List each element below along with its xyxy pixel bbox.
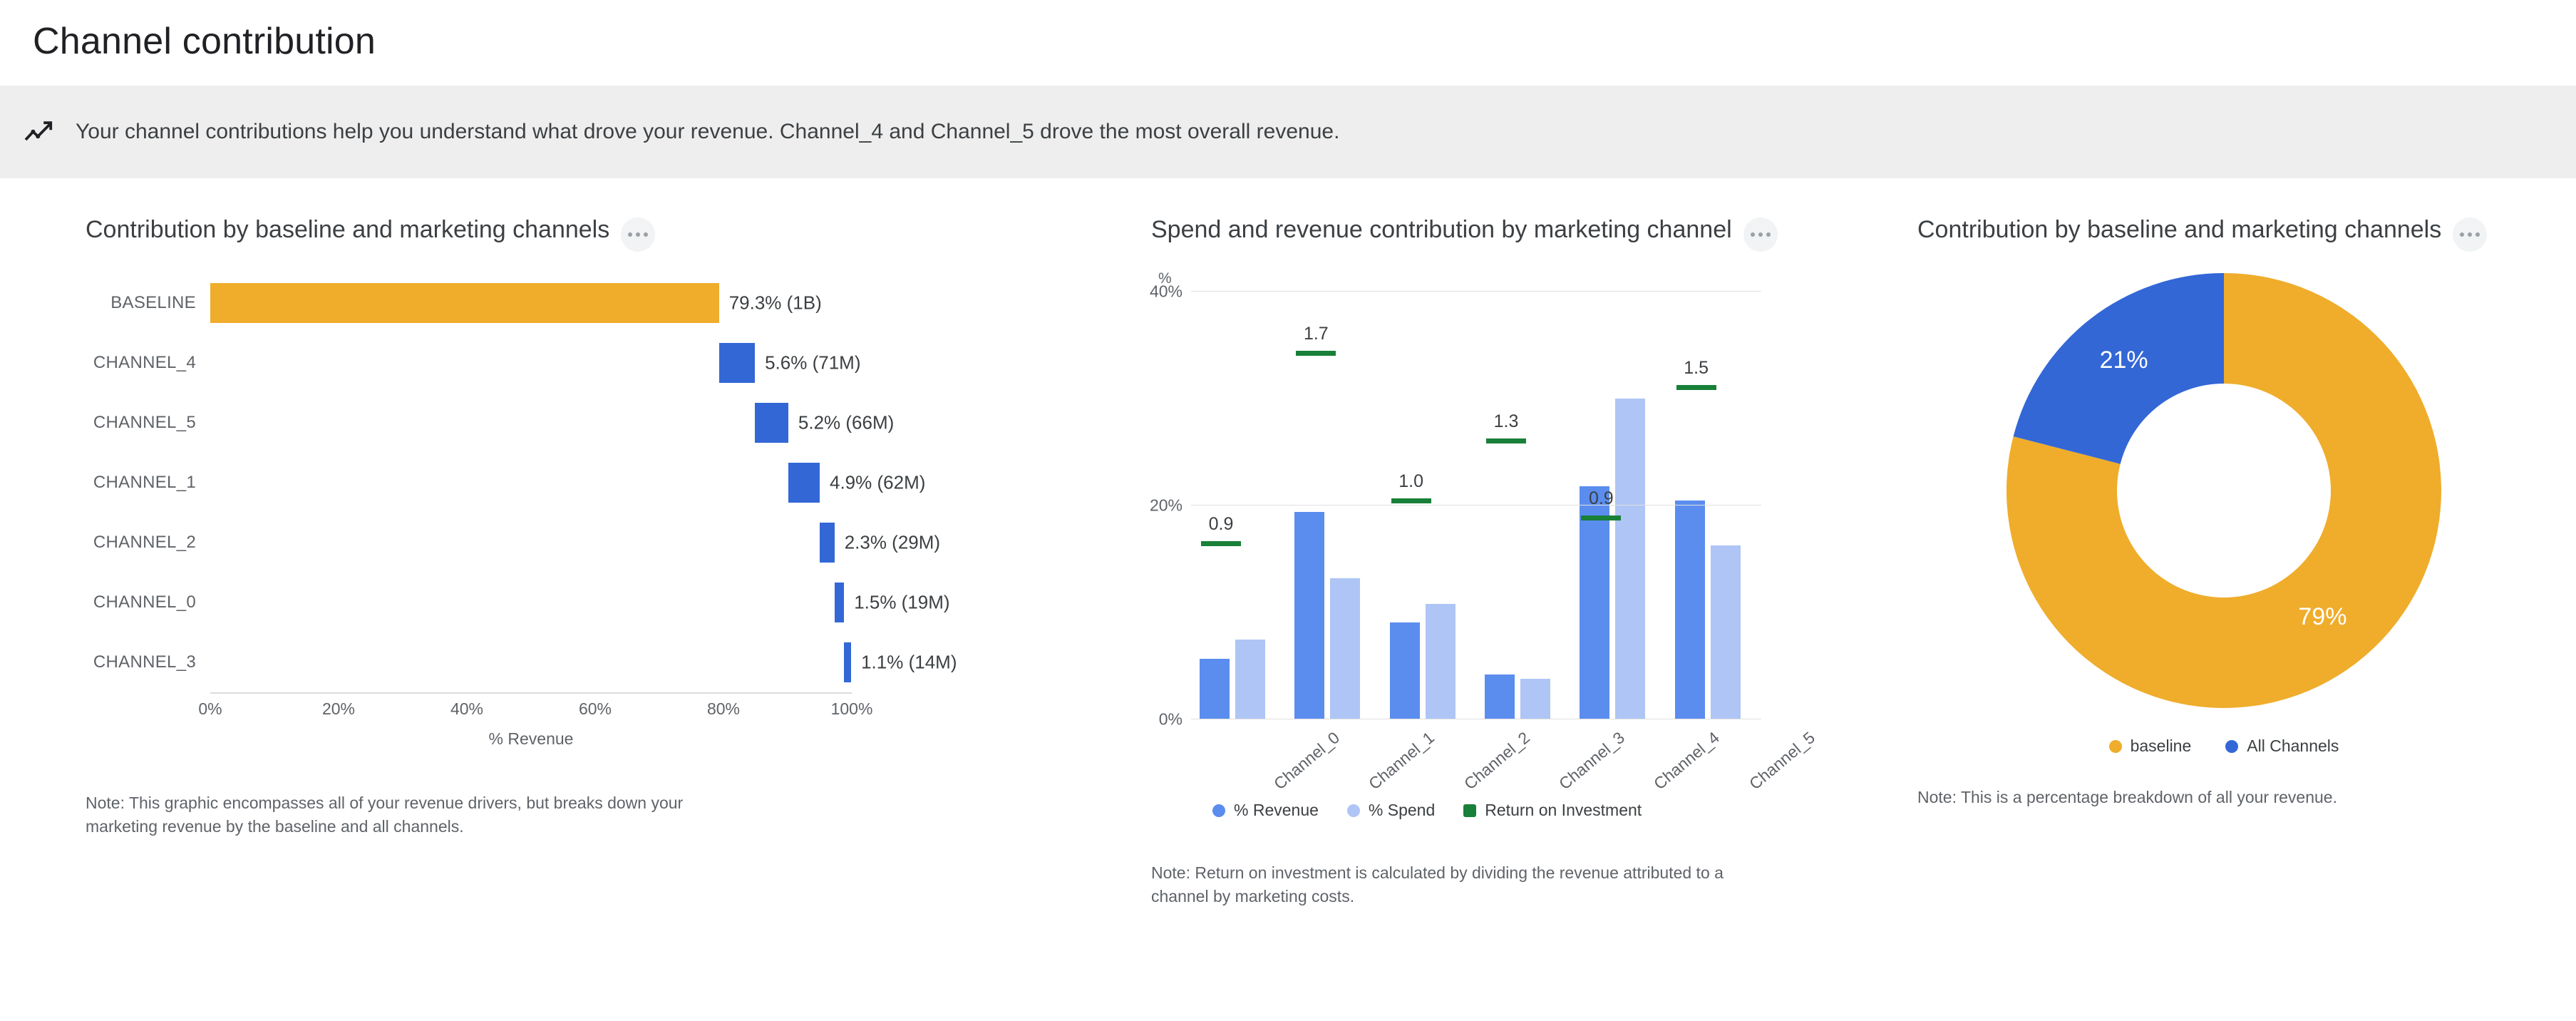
bar-revenue[interactable]: [1580, 486, 1609, 719]
waterfall-bar[interactable]: [820, 523, 835, 563]
x-axis-tick: Channel_3: [1555, 728, 1628, 794]
waterfall-track: [210, 632, 957, 692]
waterfall-x-tick: 0%: [198, 699, 222, 718]
page-title: Channel contribution: [33, 21, 376, 62]
legend-swatch-icon: [1212, 804, 1225, 817]
y-axis-tick: 40%: [1149, 282, 1183, 301]
waterfall-category-label: CHANNEL_2: [93, 533, 196, 552]
card-header: [1917, 217, 2576, 252]
card-title: Contribution by baseline and marketing channels: [86, 216, 610, 243]
waterfall-value-label: 79.3% (1B): [728, 292, 822, 314]
more-options-button[interactable]: [1743, 217, 1778, 252]
card-contribution-waterfall: [0, 217, 1119, 909]
x-axis-tick: Channel_1: [1365, 728, 1438, 794]
roi-marker[interactable]: [1581, 515, 1621, 520]
y-axis-tick: 20%: [1149, 496, 1183, 515]
grouped-bar-chart: [1151, 270, 1885, 820]
insight-banner: [0, 86, 2576, 178]
waterfall-value-label: 4.9% (62M): [830, 471, 926, 493]
roi-value-label: 1.0: [1398, 471, 1424, 491]
legend-item[interactable]: [1347, 801, 1435, 820]
x-axis-tick: Channel_0: [1270, 728, 1343, 794]
waterfall-track: [210, 573, 950, 632]
bar-group: [1381, 292, 1476, 719]
y-axis-unit: %: [1158, 270, 1172, 287]
legend-item[interactable]: [1463, 801, 1642, 820]
waterfall-row: [86, 513, 1119, 573]
bar-group: [1571, 292, 1666, 719]
chart-legend: [2109, 737, 2339, 756]
legend-item[interactable]: [2225, 737, 2339, 756]
y-axis-tick: 0%: [1158, 709, 1183, 729]
waterfall-category-label: CHANNEL_5: [93, 413, 196, 432]
bar-group: [1191, 292, 1286, 719]
waterfall-value-label: 1.5% (19M): [854, 591, 950, 613]
card-header: [1151, 217, 1885, 252]
roi-value-label: 1.7: [1303, 324, 1329, 344]
x-axis-tick: Channel_5: [1745, 728, 1818, 794]
waterfall-track: [210, 333, 861, 393]
x-axis-tick: Channel_2: [1460, 728, 1533, 794]
card-note: Note: Return on investment is calculated by dividing the revenue attributed to a channel by marketing costs.: [1151, 863, 1724, 906]
waterfall-bar[interactable]: [719, 343, 755, 383]
waterfall-bar[interactable]: [210, 283, 719, 323]
waterfall-value-label: 2.3% (29M): [844, 531, 941, 553]
waterfall-x-tick: 40%: [450, 699, 484, 718]
roi-value-label: 1.3: [1493, 411, 1519, 431]
legend-swatch-icon: [2109, 740, 2122, 753]
waterfall-category-label: CHANNEL_1: [93, 473, 196, 492]
waterfall-value-label: 5.6% (71M): [765, 352, 861, 374]
waterfall-bar[interactable]: [835, 583, 845, 622]
legend-swatch-icon: [1347, 804, 1360, 817]
waterfall-category-label: CHANNEL_0: [93, 592, 196, 612]
waterfall-chart: [86, 273, 1119, 749]
waterfall-track: [210, 513, 941, 573]
bar-spend[interactable]: [1615, 399, 1645, 719]
roi-marker[interactable]: [1486, 438, 1526, 443]
roi-marker[interactable]: [1391, 498, 1431, 503]
waterfall-bar[interactable]: [755, 403, 788, 443]
waterfall-row: [86, 453, 1119, 513]
waterfall-x-axis-title: % Revenue: [488, 729, 574, 748]
roi-value-label: 0.9: [1588, 488, 1614, 508]
waterfall-x-tick: 100%: [830, 699, 873, 718]
bar-revenue[interactable]: [1675, 501, 1705, 720]
more-options-button[interactable]: [621, 217, 655, 252]
waterfall-x-tick: 20%: [321, 699, 356, 718]
waterfall-x-tick: 80%: [706, 699, 741, 718]
legend-swatch-icon: [2225, 740, 2238, 753]
waterfall-track: [210, 453, 926, 513]
roi-marker[interactable]: [1201, 541, 1241, 546]
legend-label: All Channels: [2247, 737, 2339, 755]
donut-chart: [1917, 273, 2530, 756]
bar-revenue[interactable]: [1200, 659, 1230, 720]
trend-up-icon: [21, 115, 56, 149]
bar-spend[interactable]: [1426, 604, 1456, 719]
bar-spend[interactable]: [1330, 578, 1360, 719]
bar-spend[interactable]: [1235, 640, 1265, 720]
waterfall-track: [210, 393, 895, 453]
legend-item[interactable]: [2109, 737, 2192, 756]
legend-label: % Spend: [1368, 801, 1436, 819]
waterfall-x-tick: 60%: [578, 699, 612, 718]
waterfall-bar[interactable]: [844, 642, 851, 682]
donut-slice-label: 21%: [2099, 347, 2148, 374]
legend-label: baseline: [2130, 737, 2192, 755]
bar-revenue[interactable]: [1485, 674, 1515, 719]
waterfall-row: [86, 273, 1119, 333]
waterfall-value-label: 5.2% (66M): [798, 411, 895, 433]
waterfall-bar[interactable]: [788, 463, 820, 503]
card-donut: [1885, 217, 2576, 909]
card-header: [86, 217, 1119, 252]
card-note: Note: This is a percentage breakdown of all your revenue.: [1917, 788, 2337, 806]
x-axis-tick: Channel_4: [1650, 728, 1724, 794]
roi-marker[interactable]: [1676, 385, 1716, 390]
waterfall-category-label: CHANNEL_3: [93, 652, 196, 672]
waterfall-row: [86, 333, 1119, 393]
bar-spend[interactable]: [1711, 545, 1741, 720]
waterfall-category-label: BASELINE: [110, 293, 196, 312]
bar-group: [1666, 292, 1761, 719]
card-title: Contribution by baseline and marketing channels: [1917, 216, 2442, 243]
bar-group: [1286, 292, 1381, 719]
chart-legend: [1212, 801, 1885, 820]
legend-item[interactable]: [1212, 801, 1319, 820]
card-note: Note: This graphic encompasses all of your revenue drivers, but breaks down your marketing revenue by the baseline and all channels.: [86, 794, 684, 836]
waterfall-category-label: CHANNEL_4: [93, 353, 196, 372]
insight-text: Your channel contributions help you understand what drove your revenue. Channel_4 and Channel_5 drove the most overall revenue.: [76, 120, 1340, 143]
gridline: [1149, 282, 1761, 301]
donut-slice-label: 79%: [2298, 602, 2347, 630]
bar-revenue[interactable]: [1294, 512, 1324, 719]
waterfall-row: [86, 632, 1119, 692]
legend-label: % Revenue: [1234, 801, 1319, 819]
bar-group: [1476, 292, 1571, 719]
roi-value-label: 1.5: [1684, 358, 1709, 378]
waterfall-value-label: 1.1% (14M): [861, 651, 957, 673]
waterfall-track: [210, 273, 852, 333]
legend-label: Return on Investment: [1485, 801, 1642, 819]
waterfall-row: [86, 393, 1119, 453]
bar-spend[interactable]: [1520, 679, 1550, 719]
roi-marker[interactable]: [1296, 351, 1336, 356]
waterfall-row: [86, 573, 1119, 632]
legend-swatch-icon: [1463, 804, 1476, 817]
charts-row: [0, 178, 2576, 909]
roi-value-label: 0.9: [1208, 514, 1234, 534]
card-title: Spend and revenue contribution by marketing channel: [1151, 216, 1732, 243]
card-spend-revenue: [1119, 217, 1885, 909]
bar-revenue[interactable]: [1390, 622, 1420, 720]
more-options-button[interactable]: [2453, 217, 2487, 252]
